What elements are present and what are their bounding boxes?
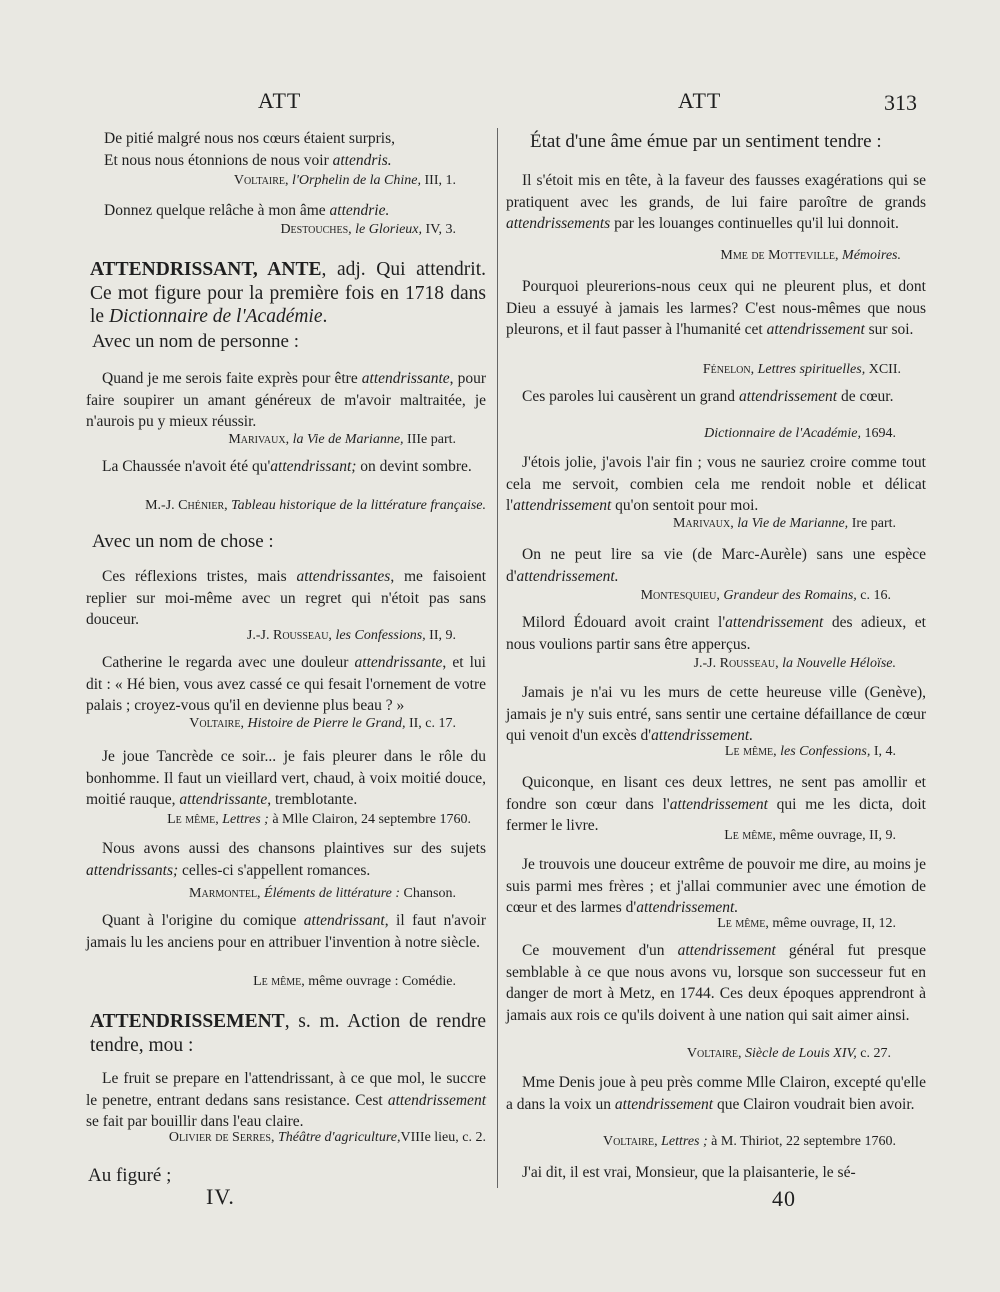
text-span: Voltaire, [189, 716, 248, 731]
column-divider [497, 128, 498, 1188]
text-span: attendrissantes [296, 568, 391, 585]
text-span: attendrissement [614, 1095, 714, 1113]
text-span: qui me les dicta, doit fermer le livre. [506, 795, 926, 834]
text-span: attendrissante [354, 654, 443, 671]
text-span: attendrissement [513, 497, 612, 514]
text-span: Quand je me serois faite exprès pour être [102, 370, 362, 387]
text-span: attendrissement. [636, 899, 739, 916]
quote [506, 544, 926, 587]
text-span: Marivaux, [672, 516, 738, 531]
citation [86, 884, 456, 903]
text-span: Marivaux, [228, 432, 293, 447]
verse-quote [86, 128, 504, 171]
text-span: , pour faire soupirer un amant généreux de m'avoir maltraitée, je n'aurois pu y mieux réussir. [86, 370, 486, 430]
text-span: Mémoires. [842, 248, 901, 263]
text-span: attendrissant; [270, 458, 357, 475]
text-span: par les louanges continuelles qu'il lui donnoit. [610, 215, 899, 232]
text-span: J.-J. Rousseau, [246, 628, 336, 643]
citation [86, 496, 486, 515]
text-span: IIIe part. [403, 432, 456, 447]
text-span: Jamais je n'ai vu les murs de cette heureuse ville (Genève), jamais je n'y suis entré, sans sentir une certaine défaillance de cœur qui venoit d'un excès d' [506, 684, 926, 744]
text-span: Nous avons aussi des chansons plaintives sur des sujets [102, 840, 486, 857]
text-span: de cœur. [837, 388, 894, 405]
text-span: que Clairon voudrait bien avoir. [713, 1095, 915, 1113]
text-span: attendrissante [179, 791, 268, 808]
quote [86, 652, 486, 717]
citation [86, 220, 456, 239]
quote [506, 386, 926, 408]
text-span: M.-J. Chénier, [145, 498, 232, 513]
text-span: la Nouvelle Héloïse. [782, 656, 896, 671]
citation [506, 424, 896, 443]
text-span: VIIIe lieu, c. 2. [400, 1130, 486, 1145]
quote [86, 566, 486, 631]
text-span: La Chaussée n'avoit été qu' [102, 458, 271, 475]
entry-attendrissant [90, 258, 486, 329]
text-span: attendrissement [677, 942, 776, 959]
text-span: attendrissement [387, 1091, 486, 1109]
text-span: se fait par bouillir dans l'eau claire. [86, 1113, 304, 1130]
text-span: Milord Édouard avoit craint l' [522, 614, 726, 631]
text-span: attendrissants; [86, 861, 179, 879]
text-span: le Glorieux, [355, 222, 423, 237]
quote [506, 170, 926, 235]
text-span: c. 16. [856, 588, 891, 603]
sense-heading: État d'une âme émue par un sentiment tendre : [530, 131, 882, 152]
running-head-left: ATT [258, 88, 302, 113]
text-span: , il faut n'avoir jamais lu les anciens pour en attribuer l'invention à notre siècle. [86, 912, 486, 951]
citation [86, 1128, 486, 1147]
quote: J'ai dit, il est vrai, Monsieur, que la plaisanterie, le sé- [522, 1164, 856, 1181]
text-span: Mme de Motteville, [720, 248, 843, 263]
text-span: attendrissement [766, 321, 865, 338]
text-span: la Vie de Marianne, [737, 516, 849, 531]
text-span: Et nous nous étonnions de nous voir [104, 151, 333, 169]
text-span: attendrissant [303, 912, 385, 929]
text-span: Le même, [724, 744, 781, 759]
text-span: , et lui dit : « Hé bien, vous avez cassé ce qui fesait l'ornement de votre palais ; croyez-vous qu'il en devienne plus beau ? » [86, 654, 486, 714]
citation [86, 810, 471, 829]
citation [86, 430, 456, 449]
text-span: attendrissante [361, 370, 450, 387]
citation [86, 714, 456, 733]
text-span: , me faisoient replier sur moi-même avec un regret qui n'étoit pas sans douceur. [86, 568, 487, 628]
text-span: Le même, [253, 974, 309, 989]
text-span: Destouches, [280, 222, 356, 237]
text-span: Il s'étoit mis en tête, à la faveur des fausses exagérations qui se pratiquent avec les grands, de lui faire paroître de grands [506, 172, 926, 211]
text-span: attendrissement [725, 614, 824, 631]
text-span: attendrissement. [516, 567, 619, 585]
text-span: c. 27. [856, 1046, 891, 1061]
text-span: celles-ci s'appellent romances. [178, 861, 371, 879]
text-span: III, 1. [421, 173, 456, 188]
text-span: attendrissement. [651, 727, 754, 744]
text-span: Le même, [717, 916, 773, 931]
text-span: Ces paroles lui causèrent un grand [522, 388, 739, 405]
text-span: Lettres ; [222, 812, 269, 827]
text-span: Ire part. [848, 516, 896, 531]
citation [506, 654, 896, 673]
quote [506, 276, 926, 341]
quote [86, 838, 486, 881]
text-span: Lettres ; [661, 1134, 708, 1149]
sense-heading: Avec un nom de personne : [92, 331, 300, 352]
citation [506, 914, 896, 933]
text-span: Ce mouvement d'un [522, 942, 678, 959]
text-span: Marmontel, [189, 886, 265, 901]
citation [506, 246, 901, 265]
verse-quote [86, 200, 504, 222]
citation [506, 514, 896, 533]
text-span: Dictionnaire de l'Académie, [704, 426, 861, 441]
citation [86, 626, 456, 645]
text-span: Théâtre d'agriculture, [277, 1130, 401, 1145]
text-span: Siècle de Louis XIV, [745, 1046, 857, 1061]
text-span: 1694. [861, 426, 896, 441]
text-span: Voltaire, [602, 1134, 662, 1149]
text-span: II, 9. [425, 628, 456, 643]
text-span: Voltaire, [686, 1046, 746, 1061]
text-span: qu'on sentoit pour moi. [611, 497, 759, 514]
text-span: , s. m. Action de rendre tendre, mou : [90, 1011, 486, 1056]
text-span: IV, 3. [422, 222, 456, 237]
quote [86, 456, 486, 478]
text-span: Mme Denis joue à peu près comme Mlle Clairon, excepté qu'elle a dans la voix un [506, 1074, 926, 1113]
quote [506, 854, 926, 919]
text-span: De pitié malgré nous nos cœurs étaient surpris, [104, 130, 395, 147]
citation [506, 1132, 896, 1151]
text-span: Éléments de littérature : [264, 886, 400, 901]
sense-heading: Au figuré ; [88, 1165, 172, 1186]
text-span: . [322, 306, 328, 327]
citation [506, 826, 896, 845]
text-span: Ces réflexions tristes, mais [102, 568, 297, 585]
text-span: On ne peut lire sa vie (de Marc-Aurèle) sans une espèce d' [506, 546, 926, 585]
citation [506, 586, 891, 605]
quote [506, 612, 926, 655]
text-span: Le fruit se prepare en l'attendrissant, à ce que mol, le succre le penetre, entrant dedans sans resistance. Cest [86, 1070, 486, 1109]
text-span: des adieux, et nous voulions partir sans être apperçus. [506, 614, 926, 653]
text-span: Donnez quelque relâche à mon âme [104, 202, 330, 219]
text-span: général fut presque semblable à ce que nous avons vu, lorsque son successeur fut en danger de mort à Metz, en 1744. Ces deux époques apprendront à jamais aux rois ce qu'ils doivent à une nation qui sait aimer ainsi. [506, 942, 926, 1024]
text-span: II, c. 17. [405, 716, 456, 731]
quote [506, 1072, 926, 1115]
signature-mark: 40 [772, 1186, 796, 1211]
text-span: les Confessions, [335, 628, 426, 643]
citation [506, 742, 896, 761]
quote [506, 682, 926, 747]
text-span: Voltaire, [233, 173, 293, 188]
headword: ATTENDRISSEMENT [90, 1011, 285, 1032]
entry-attendrissement [90, 1010, 486, 1057]
text-span: , adj. Qui attendrit. Ce mot figure pour la première fois en 1718 dans le [90, 259, 486, 327]
text-span: les Confessions, [780, 744, 871, 759]
text-span: attendrissements [506, 215, 611, 232]
text-span: attendrie. [329, 202, 390, 219]
quote [86, 746, 486, 811]
text-span: attendrissement [669, 795, 768, 813]
quote [86, 1068, 486, 1133]
text-span: à Mlle Clairon, 24 septembre 1760. [268, 812, 471, 827]
text-span: Fénelon, [702, 362, 758, 377]
text-span: on devint sombre. [356, 458, 472, 475]
sense-heading: Avec un nom de chose : [92, 531, 274, 552]
citation [86, 972, 456, 991]
citation [506, 360, 901, 379]
quote [86, 368, 486, 433]
text-span: Dictionnaire de l'Académie [108, 306, 323, 327]
running-head-right: ATT [678, 88, 722, 113]
text-span: Catherine le regarda avec une douleur [102, 654, 355, 671]
text-span: même ouvrage, II, 12. [772, 916, 896, 931]
text-span: XCII. [865, 362, 901, 377]
text-span: Olivier de Serres, [168, 1130, 278, 1145]
headword: ATTENDRISSANT, ANTE [90, 259, 322, 280]
text-span: même ouvrage : Comédie. [308, 974, 456, 989]
text-span: Quant à l'origine du comique [102, 912, 304, 929]
text-span: la Vie de Marianne, [292, 432, 404, 447]
text-span: l'Orphelin de la Chine, [292, 173, 421, 188]
text-span: sur soi. [864, 321, 914, 338]
volume-number: IV. [206, 1184, 235, 1209]
text-span: même ouvrage, II, 9. [779, 828, 896, 843]
quote [506, 940, 926, 1026]
text-span: Le même, [167, 812, 223, 827]
citation [86, 171, 456, 190]
text-span: Montesquieu, [640, 588, 724, 603]
text-span: J'étois jolie, j'avois l'air fin ; vous ne sauriez croire comme tout cela me servoit, combien cela me rendoit noble et délicat l' [506, 454, 926, 514]
text-span: , tremblotante. [267, 791, 358, 808]
text-span: Le même, [724, 828, 780, 843]
text-span: à M. Thiriot, 22 septembre 1760. [707, 1134, 896, 1149]
quote [86, 910, 486, 953]
citation [506, 1044, 891, 1063]
page-number: 313 [884, 90, 917, 115]
text-span: Tableau historique de la littérature française. [231, 498, 486, 513]
text-span: Chanson. [400, 886, 456, 901]
text-span: Quiconque, en lisant ces deux lettres, ne sent pas amollir et fondre son cœur dans l' [506, 774, 926, 813]
text-span: attendrissement [738, 388, 838, 405]
text-span: attendris. [332, 151, 392, 169]
text-span: I, 4. [870, 744, 896, 759]
text-span: J.-J. Rousseau, [693, 656, 783, 671]
text-span: Histoire de Pierre le Grand, [247, 716, 406, 731]
quote [506, 452, 926, 517]
text-span: Grandeur des Romains, [723, 588, 857, 603]
text-span: Pourquoi pleurerions-nous ceux qui ne pleurent plus, et dont Dieu a essuyé à jamais les larmes? C'est nous-mêmes que nous pleurons, et il faut passer à l'humanité cet [506, 278, 926, 338]
text-span: Lettres spirituelles, [757, 362, 866, 377]
text-span: Je joue Tancrède ce soir... je fais pleurer dans le rôle du bonhomme. Il faut un vieillard vert, chaud, à voix moitié douce, moitié rauque, [86, 748, 486, 808]
text-span: Je trouvois une douceur extrême de pouvoir me dire, au moins je suis parmi mes frères ; et j'allai communier avec une émotion de cœur et des larmes d' [506, 856, 926, 916]
